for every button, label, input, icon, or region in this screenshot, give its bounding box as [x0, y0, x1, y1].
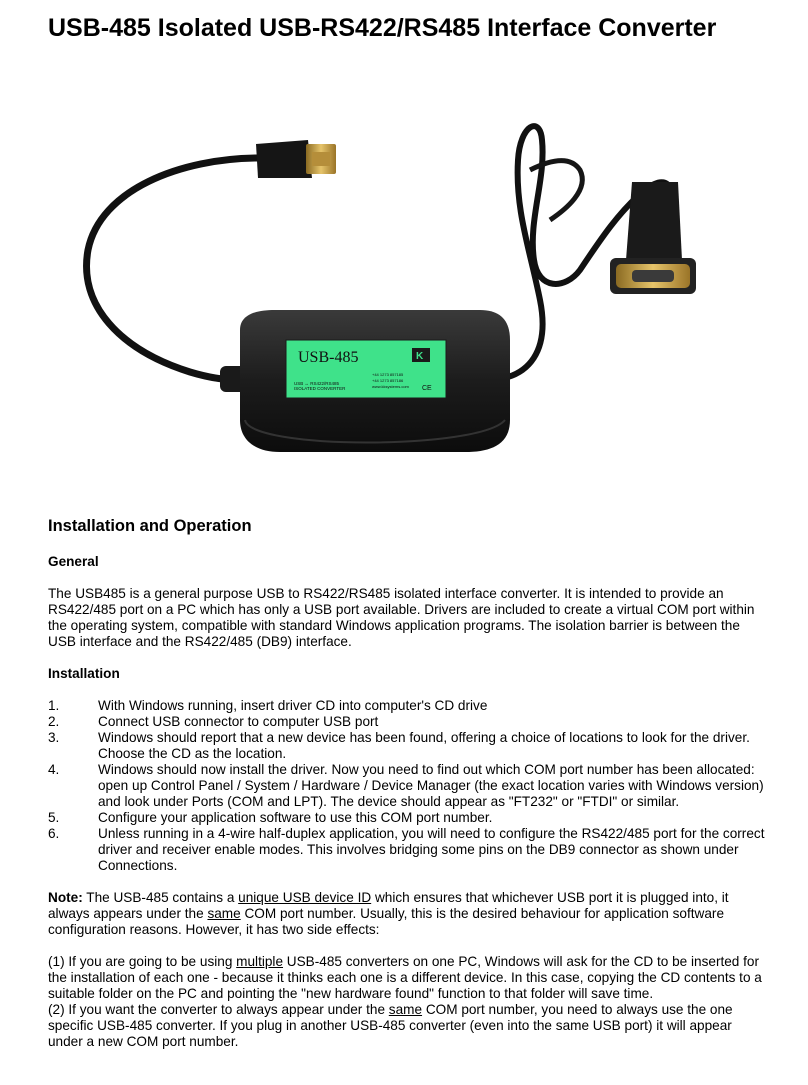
general-heading: General [48, 554, 99, 569]
label-brand: USB-485 [298, 349, 359, 366]
list-item: 5. Configure your application software to use this COM port number. [48, 810, 493, 825]
logo-icon: K [416, 351, 424, 362]
installation-section [48, 516, 768, 1066]
db9-connector [610, 182, 696, 294]
page-title: USB-485 Isolated USB-RS422/RS485 Interface Converter [48, 14, 717, 42]
label-web: www.kksystems.com [372, 384, 409, 389]
section-heading: Installation and Operation [48, 517, 252, 535]
usb-plug [256, 140, 336, 178]
list-item: 3. Windows should report that a new device has been found, offering a choice of locations to look for the driver. Choose the CD as the location. [48, 730, 750, 761]
product-photo [60, 100, 760, 500]
list-item: 2. Connect USB connector to computer USB port [48, 714, 379, 729]
label-line2: ISOLATED CONVERTER [294, 386, 346, 391]
label-line1: USB ↔ RS422/RS485 [294, 381, 340, 386]
list-item: 6. Unless running in a 4-wire half-duplex application, you will need to configure the RS422/485 port for the correct driver and receiver enable modes. This involves bridging some pins on the DB9 connector as shown under Connections. [48, 826, 765, 873]
label-phone2: +44 1273 857186 [372, 378, 404, 383]
label-phone1: +44 1273 857185 [372, 372, 404, 377]
note-paragraph: Note: The USB-485 contains a unique USB device ID which ensures that whichever USB port it is plugged into, it always appears under the same COM port number. Usually, this is the desired behaviour for application software configuration reasons. However, it has two side effects: [48, 890, 729, 937]
ce-mark: CE [422, 385, 432, 392]
installation-steps [48, 698, 768, 874]
list-item: 1. With Windows running, insert driver CD into computer's CD drive [48, 698, 488, 713]
general-paragraph: The USB485 is a general purpose USB to RS422/RS485 isolated interface converter. It is intended to provide an RS422/485 port on a PC which has only a USB port available. Drivers are included to create a virtual COM port within the operating system, compatible with standard Windows application programs. The isolation barrier is between the USB interface and the RS422/485 (DB9) interface. [48, 586, 755, 649]
converter-housing [240, 310, 510, 452]
side-effects-paragraph: (1) If you are going to be using multiple USB-485 converters on one PC, Windows will ask for the CD to be inserted for the installation of each one - because it thinks each one is a different device. In this case, copying the CD contents to a suitable folder on the PC and pointing the "new hardware found" function to that folder will save time. (2) If you want the converter to always appear under the same COM port number, you need to always use the one specific USB-485 converter. If you plug in another USB-485 converter (even into the same USB port) it will appear under a new COM port number. [48, 954, 762, 1049]
usb-cable [87, 158, 260, 380]
list-item: 4. Windows should now install the driver. Now you need to find out which COM port number has been allocated: open up Control Panel / System / Hardware / Device Manager (the exact location varies with Windows version) and look under Ports (COM and LPT). The device should appear as "FT232" or "FTDI" or similar. [48, 762, 764, 809]
installation-heading: Installation [48, 666, 120, 681]
